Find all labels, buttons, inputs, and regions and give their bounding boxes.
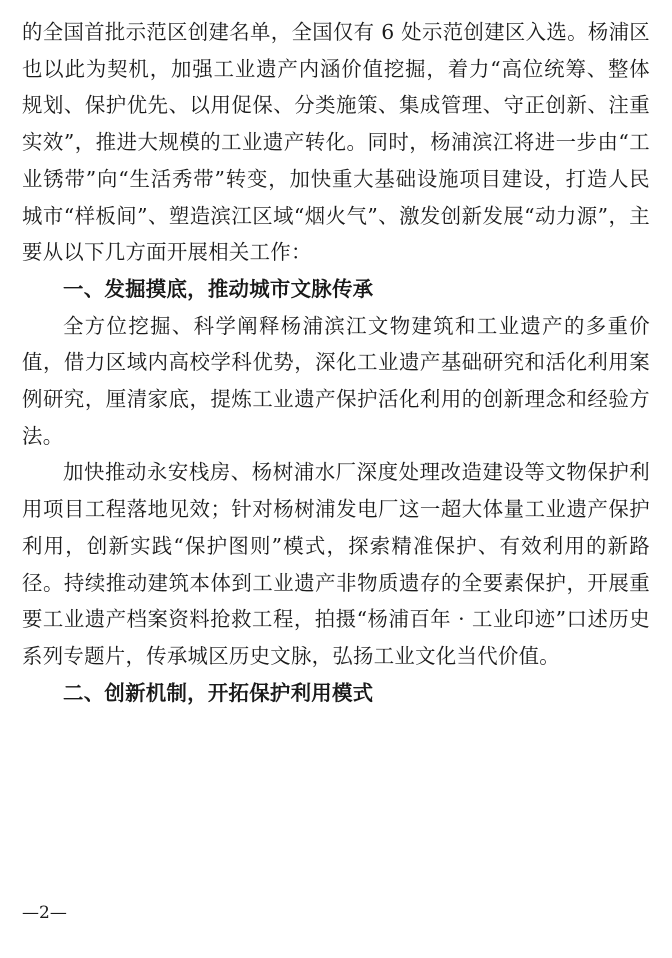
body-paragraph-1: 的全国首批示范区创建名单，全国仅有 6 处示范创建区入选。杨浦区也以此为契机，加强工业遗产内涵价值挖掘，着力“高位统筹、整体规划、保护优先、以用促保、分类施策、集成管理、守正创新、注重实效”，推进大规模的工业遗产转化。同时，杨浦滨江将进一步由“工业锈带”向“生活秀带”转变，加快重大基础设施项目建设，打造人民城市“样板间”、塑造滨江区域“烟火气”、激发创新发展“动力源”，主要从以下几方面开展相关工作： — [22, 20, 650, 265]
document-page — [22, 14, 650, 711]
section-heading-2: 二、创新机制，开拓保护利用模式 — [63, 680, 374, 705]
page-number: —2— — [22, 903, 67, 923]
section-heading-1: 一、发掘摸底，推动城市文脉传承 — [63, 276, 374, 301]
body-paragraph-3: 加快推动永安栈房、杨树浦水厂深度处理改造建设等文物保护利用项目工程落地见效；针对杨树浦发电厂这一超大体量工业遗产保护利用，创新实践“保护图则”模式，探索精准保护、有效利用的新路径。持续推动建筑本体到工业遗产非物质遗存的全要素保护，开展重要工业遗产档案资料抢救工程，拍摄“杨浦百年 · 工业印迹”口述历史系列专题片，传承城区历史文脉，弘扬工业文化当代价值。 — [22, 460, 650, 668]
body-paragraph-2: 全方位挖掘、科学阐释杨浦滨江文物建筑和工业遗产的多重价值，借力区域内高校学科优势，深化工业遗产基础研究和活化利用案例研究，厘清家底，提炼工业遗产保护活化利用的创新理念和经验方法。 — [22, 313, 650, 448]
